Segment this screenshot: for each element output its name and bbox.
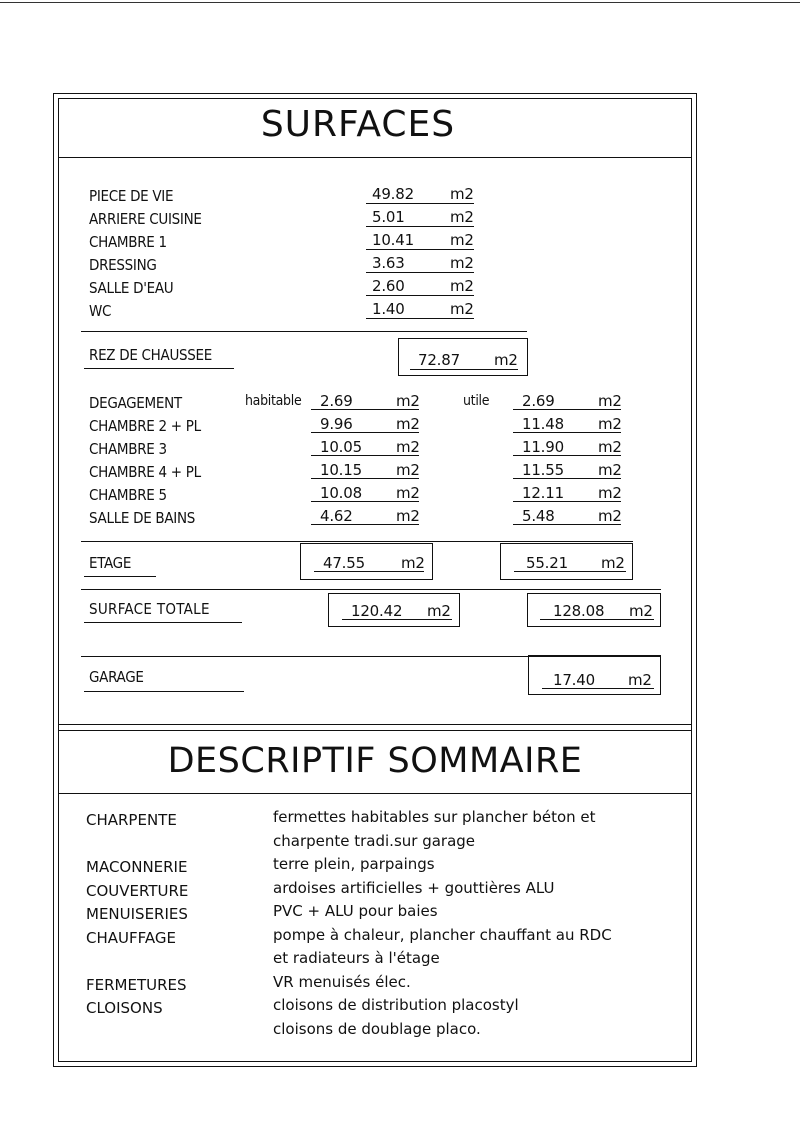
descriptif-item-text: et radiateurs à l'étage (273, 949, 440, 967)
descriptif-item-text: cloisons de distribution placostyl (273, 996, 519, 1014)
utile-header: utile (463, 393, 490, 409)
etage-utile-unit: m2 (598, 438, 622, 456)
descriptif-item-text: cloisons de doublage placo. (273, 1019, 481, 1038)
descriptif-item-text: ardoises artificielles + gouttières ALU (273, 878, 555, 897)
etage-habitable-underline (311, 432, 419, 433)
etage-utile-underline (513, 524, 621, 525)
etage-utile-value: 11.90 (522, 438, 564, 456)
rdc-room-unit: m2 (450, 300, 474, 318)
rdc-room-value: 2.60 (372, 277, 405, 295)
rdc-room-value: 1.40 (372, 300, 405, 318)
total-habitable-unit: m2 (427, 602, 451, 620)
etage-habitable-unit: m2 (396, 507, 420, 525)
descriptif-title: DESCRIPTIF SOMMAIRE (167, 741, 583, 781)
etage-utile-value: 55.21 (526, 554, 568, 572)
etage-utile-value: 11.48 (522, 415, 564, 433)
etage-habitable-value: 9.96 (320, 415, 353, 433)
etage-habitable-value: 47.55 (323, 554, 365, 572)
garage-label: GARAGE (89, 668, 144, 686)
scan-edge-line (0, 2, 800, 3)
rdc-room-label: DRESSING (89, 256, 157, 274)
etage-room-label: CHAMBRE 3 (89, 440, 167, 458)
etage-utile-unit: m2 (598, 461, 622, 479)
garage-value: 17.40 (553, 671, 595, 689)
descriptif-item-label: MENUISERIES (86, 905, 188, 923)
rdc-room-unit: m2 (450, 231, 474, 249)
garage-label-underline (84, 691, 244, 692)
descriptif-item-text: terre plein, parpaings (273, 855, 435, 873)
etage-habitable-value: 4.62 (320, 507, 353, 525)
total-utile-underline (540, 619, 654, 620)
rdc-room-underline (366, 272, 474, 273)
rdc-total-label: REZ DE CHAUSSEE (89, 346, 213, 364)
rdc-total-label-underline (84, 368, 234, 369)
etage-habitable-unit: m2 (396, 461, 420, 479)
etage-habitable-underline (311, 524, 419, 525)
etage-utile-underline (513, 432, 621, 433)
descriptif-item-label: CHAUFFAGE (86, 928, 176, 947)
etage-utile-unit: m2 (598, 392, 622, 410)
etage-label-underline (84, 576, 156, 577)
rdc-total-underline (410, 369, 518, 370)
rdc-room-unit: m2 (450, 277, 474, 295)
etage-habitable-unit: m2 (401, 554, 425, 572)
rdc-room-label: SALLE D'EAU (89, 279, 174, 297)
descriptif-item-text: fermettes habitables sur plancher béton et (273, 808, 596, 826)
rdc-room-unit: m2 (450, 185, 474, 203)
descriptif-item-label: FERMETURES (86, 975, 187, 994)
descriptif-item-label: COUVERTURE (86, 881, 189, 900)
etage-room-label: CHAMBRE 5 (89, 486, 167, 504)
etage-utile-underline (513, 478, 621, 479)
etage-habitable-value: 2.69 (320, 392, 353, 410)
descriptif-item-text: VR menuisés élec. (273, 972, 411, 991)
rdc-room-label: ARRIERE CUISINE (89, 210, 202, 228)
etage-habitable-value: 10.08 (320, 484, 362, 502)
rdc-room-underline (366, 226, 474, 227)
etage-utile-underline (513, 409, 621, 410)
etage-utile-underline (514, 571, 626, 572)
total-habitable-value: 120.42 (351, 602, 403, 620)
etage-habitable-unit: m2 (396, 484, 420, 502)
garage-unit: m2 (628, 671, 652, 689)
rdc-room-underline (366, 203, 474, 204)
etage-room-label: CHAMBRE 4 + PL (89, 463, 201, 481)
etage-label: ETAGE (89, 554, 132, 572)
total-top-line (81, 589, 661, 590)
rdc-total-label-box (81, 331, 527, 332)
etage-habitable-unit: m2 (396, 438, 420, 456)
etage-habitable-value: 10.15 (320, 461, 362, 479)
descriptif-item-text: charpente tradi.sur garage (273, 831, 476, 850)
garage-underline (542, 688, 654, 689)
rdc-room-label: CHAMBRE 1 (89, 233, 167, 251)
rdc-room-value: 49.82 (372, 185, 414, 203)
etage-utile-unit: m2 (601, 554, 625, 572)
descriptif-item-text: pompe à chaleur, plancher chauffant au RDC (273, 925, 612, 944)
habitable-header: habitable (245, 393, 302, 409)
etage-utile-value: 5.48 (522, 507, 555, 525)
rdc-room-underline (366, 295, 474, 296)
etage-habitable-underline (311, 455, 419, 456)
descriptif-title-divider (58, 793, 692, 794)
etage-room-label: DEGAGEMENT (89, 394, 182, 412)
etage-habitable-unit: m2 (396, 415, 420, 433)
descriptif-item-label: CHARPENTE (86, 811, 177, 829)
rdc-room-value: 3.63 (372, 254, 405, 272)
etage-top-line (81, 541, 633, 542)
surfaces-title: SURFACES (260, 104, 456, 145)
rdc-room-unit: m2 (450, 208, 474, 226)
rdc-total-unit: m2 (494, 351, 518, 369)
total-utile-unit: m2 (629, 602, 653, 620)
etage-utile-value: 2.69 (522, 392, 555, 410)
etage-habitable-underline (311, 501, 419, 502)
etage-habitable-underline (311, 478, 419, 479)
etage-utile-underline (513, 501, 621, 502)
surface-totale-label: SURFACE TOTALE (89, 600, 210, 618)
total-habitable-underline (342, 619, 452, 620)
etage-utile-unit: m2 (598, 507, 622, 525)
etage-room-label: SALLE DE BAINS (89, 509, 196, 527)
surface-totale-underline (84, 622, 242, 623)
etage-utile-value: 11.55 (522, 461, 564, 479)
etage-habitable-value: 10.05 (320, 438, 362, 456)
etage-utile-underline (513, 455, 621, 456)
section-divider-2 (58, 730, 692, 731)
rdc-total-value: 72.87 (418, 351, 460, 369)
total-utile-value: 128.08 (553, 602, 605, 620)
rdc-room-underline (366, 249, 474, 250)
descriptif-item-text: PVC + ALU pour baies (273, 902, 438, 920)
rdc-room-underline (366, 318, 474, 319)
section-divider-1 (58, 724, 692, 725)
rdc-room-unit: m2 (450, 254, 474, 272)
rdc-room-value: 5.01 (372, 208, 405, 226)
descriptif-item-label: CLOISONS (86, 999, 163, 1017)
etage-habitable-unit: m2 (396, 392, 420, 410)
rdc-room-value: 10.41 (372, 231, 414, 249)
descriptif-item-label: MACONNERIE (86, 858, 188, 876)
surfaces-title-divider (58, 157, 692, 158)
etage-utile-unit: m2 (598, 415, 622, 433)
etage-room-label: CHAMBRE 2 + PL (89, 417, 201, 435)
rdc-room-label: WC (89, 302, 112, 320)
etage-utile-value: 12.11 (522, 484, 564, 502)
etage-utile-unit: m2 (598, 484, 622, 502)
rdc-room-label: PIECE DE VIE (89, 187, 174, 205)
etage-habitable-underline (311, 409, 419, 410)
etage-habitable-underline (314, 571, 424, 572)
